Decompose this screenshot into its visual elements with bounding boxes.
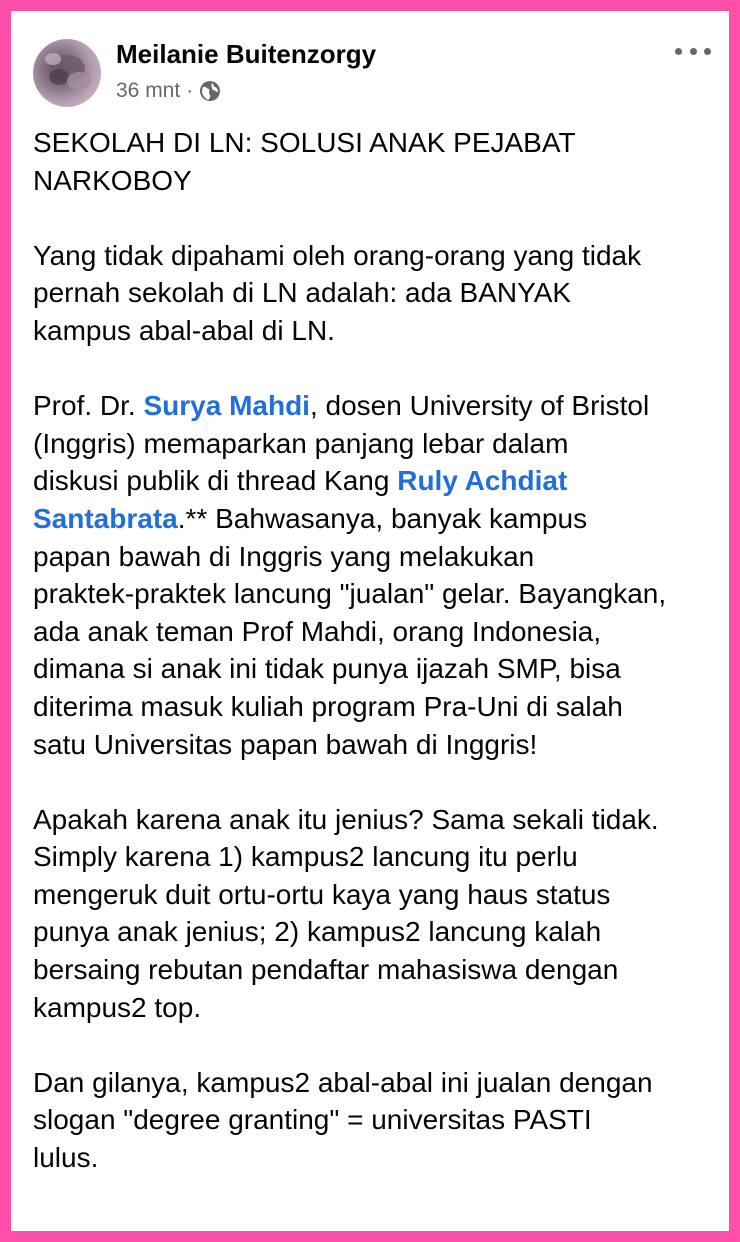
post-line: ada anak teman Prof Mahdi, orang Indonesia, (33, 615, 602, 647)
post-paragraph (33, 801, 715, 1027)
post-line (33, 387, 715, 425)
post-line: punya anak jenius; 2) kampus2 lancung kalah (33, 916, 602, 948)
post-paragraph (33, 124, 715, 199)
post-line: (Inggris) memaparkan panjang lebar dalam (33, 427, 569, 459)
post-header (11, 11, 729, 121)
post-line: kampus2 top. (33, 991, 202, 1023)
author-name[interactable]: Meilanie Buitenzorgy (116, 39, 377, 69)
post-line: Simply karena 1) kampus2 lancung itu perlu (33, 841, 578, 873)
text-segment: .** Bahwasanya, banyak kampus (177, 502, 588, 534)
avatar[interactable] (33, 39, 101, 107)
post-line (33, 500, 715, 538)
post-paragraph (33, 387, 715, 763)
post-line: bersaing rebutan pendaftar mahasiswa dengan (33, 954, 619, 986)
post-line: papan bawah di Inggris yang melakukan (33, 540, 535, 572)
text-segment: Prof. Dr. (33, 390, 144, 422)
more-dot (690, 48, 697, 55)
post-line (33, 462, 715, 500)
mention-link-santabrata[interactable]: Santabrata (33, 502, 178, 534)
post-line: mengeruk duit ortu-ortu kaya yang haus status (33, 878, 611, 910)
post-line: satu Universitas papan bawah di Inggris! (33, 728, 538, 760)
more-dot (675, 48, 682, 55)
text-segment: , dosen University of Bristol (309, 390, 650, 422)
post-line: NARKOBOY (33, 164, 192, 196)
post-line: Apakah karena anak itu jenius? Sama sekali tidak. (33, 803, 659, 835)
post-paragraph (33, 1064, 715, 1177)
post-line: dimana si anak ini tidak punya ijazah SMP, bisa (33, 653, 621, 685)
post-line: SEKOLAH DI LN: SOLUSI ANAK PEJABAT (33, 127, 576, 158)
text-segment: diskusi publik di thread Kang (33, 465, 398, 497)
screenshot-frame (11, 11, 729, 1231)
post-line: Yang tidak dipahami oleh orang-orang yang tidak (33, 239, 642, 271)
post-line: lulus. (33, 1142, 99, 1174)
post-line: pernah sekolah di LN adalah: ada BANYAK (33, 277, 572, 309)
more-dot (704, 48, 711, 55)
mention-link-ruly-achdiat[interactable]: Ruly Achdiat (397, 465, 568, 497)
more-options-icon[interactable] (675, 41, 711, 61)
post-line: slogan "degree granting" = universitas PASTI (33, 1104, 592, 1136)
post-line: Dan gilanya, kampus2 abal-abal ini jualan dengan (33, 1066, 653, 1098)
post-paragraph (33, 237, 715, 350)
mention-link-surya-mahdi[interactable]: Surya Mahdi (143, 390, 310, 422)
globe-icon[interactable] (199, 80, 221, 102)
meta-separator: · (186, 79, 194, 102)
post-text (33, 124, 715, 1214)
post-time[interactable]: 36 mnt (116, 79, 181, 102)
post-line: praktek-praktek lancung "jualan" gelar. Bayangkan, (33, 578, 667, 610)
post-line: kampus abal-abal di LN. (33, 314, 335, 346)
post-meta (116, 79, 221, 103)
post-line: diterima masuk kuliah program Pra-Uni di salah (33, 690, 623, 722)
